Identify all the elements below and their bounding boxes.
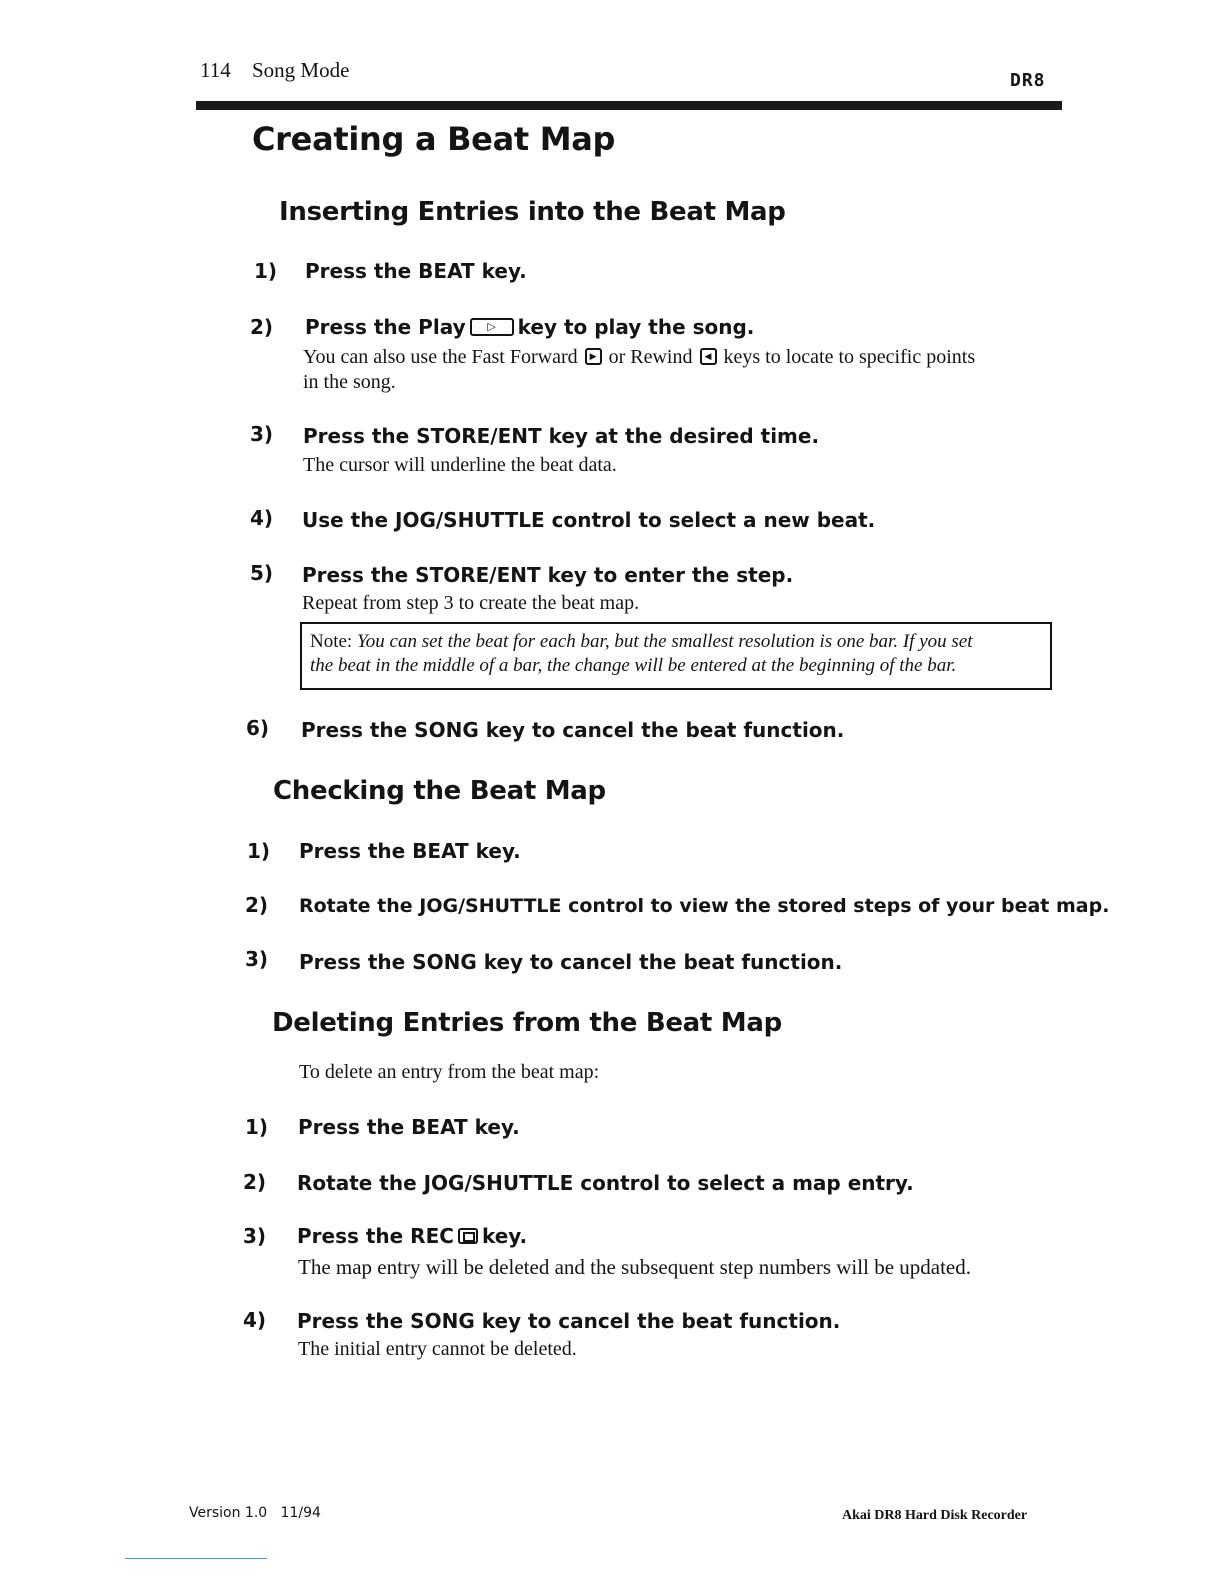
step-detail	[303, 345, 1063, 395]
step-text: Press the BEAT key.	[298, 1115, 520, 1139]
section-heading-deleting: Deleting Entries from the Beat Map	[272, 1008, 782, 1038]
footer-divider	[125, 1558, 267, 1559]
step-number: 3)	[250, 422, 274, 446]
rec-key-icon	[458, 1228, 478, 1244]
footer-version: Version 1.0 11/94	[189, 1505, 321, 1521]
step-number: 5)	[250, 561, 274, 585]
step-text: Press the SONG key to cancel the beat function.	[297, 1309, 841, 1333]
step-number: 4)	[250, 506, 274, 530]
step-number: 2)	[250, 315, 274, 339]
step-text-part: key.	[481, 1224, 528, 1248]
note-text: You can set the beat for each bar, but the smallest resolution is one bar. If you set	[356, 631, 973, 652]
section-heading-inserting: Inserting Entries into the Beat Map	[279, 197, 786, 227]
step-text-part: Press the Play	[305, 315, 466, 339]
step-number: 1)	[247, 839, 271, 863]
dr8-logo: DR8	[1010, 70, 1046, 91]
step-text: Press the BEAT key.	[305, 259, 527, 283]
detail-part: in the song.	[303, 371, 396, 393]
section-intro: To delete an entry from the beat map:	[299, 1061, 600, 1083]
step-text-part: Press the REC	[297, 1224, 454, 1248]
header-rule	[196, 101, 1062, 110]
detail-part: You can also use the Fast Forward	[303, 346, 578, 368]
step-number: 6)	[246, 716, 270, 740]
step-detail: The cursor will underline the beat data.	[303, 454, 617, 476]
step-detail: The map entry will be deleted and the subsequent step numbers will be updated.	[298, 1255, 971, 1279]
detail-part: or Rewind	[608, 346, 693, 368]
step-text: Press the BEAT key.	[299, 839, 521, 863]
note-text: the beat in the middle of a bar, the change will be entered at the beginning of the bar.	[310, 655, 957, 676]
step-detail: Repeat from step 3 to create the beat map.	[302, 592, 640, 614]
note-box	[300, 622, 1052, 690]
step-text	[305, 315, 754, 339]
detail-part: keys to locate to specific points	[723, 346, 976, 368]
step-text: Press the STORE/ENT key to enter the step.	[302, 563, 794, 587]
step-text: Press the STORE/ENT key at the desired time.	[303, 424, 820, 448]
step-text: Rotate the JOG/SHUTTLE control to view the stored steps of your beat map.	[299, 895, 1110, 917]
step-detail: The initial entry cannot be deleted.	[298, 1338, 577, 1360]
section-heading-checking: Checking the Beat Map	[273, 776, 606, 806]
step-number: 1)	[254, 259, 278, 283]
step-number: 3)	[245, 947, 269, 971]
step-text: Press the SONG key to cancel the beat function.	[299, 950, 843, 974]
step-text-part: key to play the song.	[517, 315, 755, 339]
fast-forward-key-icon: ▶	[585, 348, 602, 365]
step-number: 2)	[245, 893, 269, 917]
page-title: Creating a Beat Map	[252, 120, 616, 158]
step-number: 4)	[243, 1308, 267, 1332]
step-number: 3)	[243, 1224, 267, 1248]
step-text: Use the JOG/SHUTTLE control to select a new beat.	[302, 508, 876, 532]
page-number: 114	[200, 58, 231, 82]
footer-product: Akai DR8 Hard Disk Recorder	[842, 1508, 1028, 1523]
step-text: Rotate the JOG/SHUTTLE control to select a map entry.	[297, 1171, 914, 1195]
note-label: Note:	[310, 631, 353, 652]
step-text	[297, 1224, 527, 1248]
step-text: Press the SONG key to cancel the beat function.	[301, 718, 845, 742]
rewind-key-icon: ◀	[700, 348, 717, 365]
play-key-icon: ▷	[470, 318, 514, 336]
step-number: 2)	[243, 1170, 267, 1194]
running-header-section: Song Mode	[252, 58, 350, 82]
step-number: 1)	[245, 1115, 269, 1139]
